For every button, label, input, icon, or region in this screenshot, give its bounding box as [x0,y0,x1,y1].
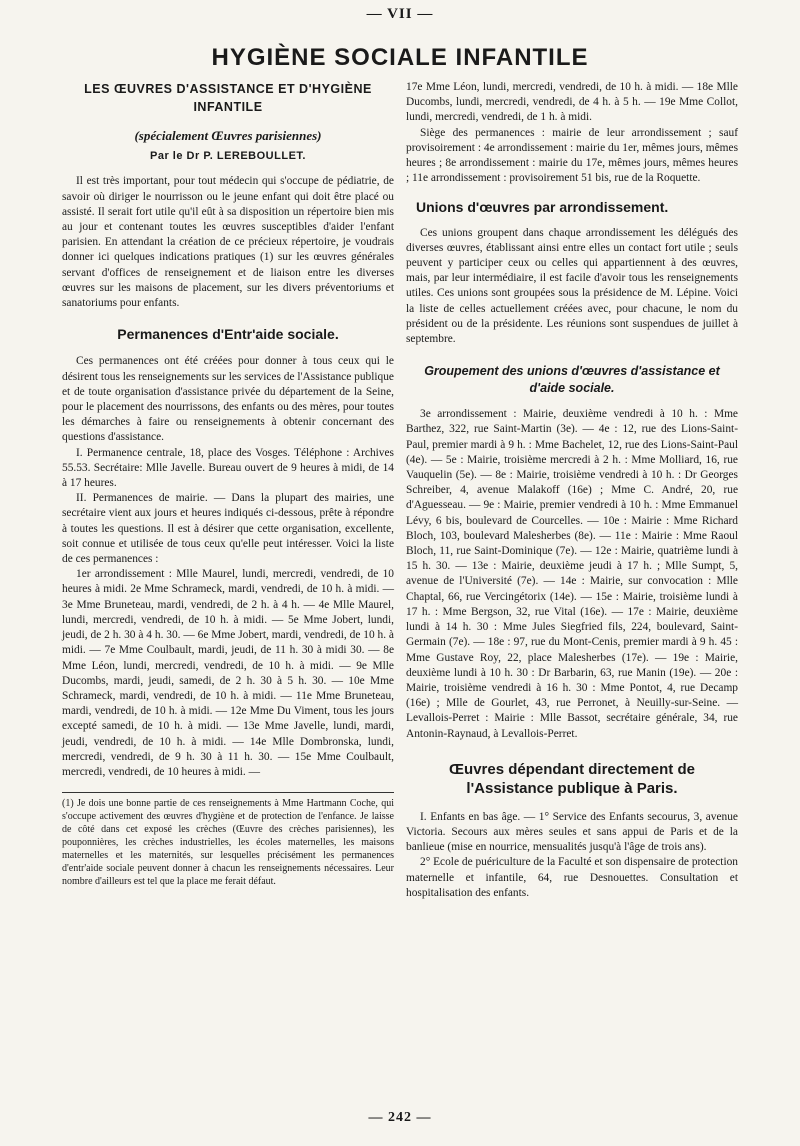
page-title: HYGIÈNE SOCIALE INFANTILE [211,44,589,71]
paragraph: II. Permanences de mairie. — Dans la plupart des mairies, une secrétaire vient aux jours et heures indiqués ci-dessous, prête à répondre à toutes les questions. Il est à désirer que cette organisation, excellente, soit connue et utilisée de tous ceux qu'elle peut intéresser. Voici la liste de ces permanences : [62,492,394,566]
page-number-top: — VII — [366,6,434,22]
footnote-divider [62,792,394,793]
article-author: Par le Dr P. LEREBOULLET. [150,150,306,163]
article-subheading: (spécialement Œuvres parisiennes) [134,128,322,143]
footnote: (1) Je dois une bonne partie de ces renseignements à Mme Hartmann Coche, qui s'occupe activement des œuvres d'hygiène et de protection de l'enfance. Je laisse de côté dans cet exposé les crèches (Œuvre des crèches parisiennes), les pouponnières, les crèches industrielles, les écoles maternelles, les maisons maternelles et les maternités, sur lesquelles précisément les permanences d'entr'aide sociale peuvent donner à chacun les renseignements nécessaires. Leur nombre d'ailleurs est tel que la place me ferait défaut. [62,798,394,888]
paragraph: 2° Ecole de puériculture de la Faculté et son dispensaire de protection maternelle et infantile, 64, rue Desnouettes. Consultation et hospitalisation des enfants. [406,856,738,899]
left-column [62,80,394,888]
paragraph: I. Enfants en bas âge. — 1° Service des Enfants secourus, 3, avenue Victoria. Secours aux mères seules et sans appui de Paris et de la banlieue (mise en nourrice, mensualités jusqu'à l'âge de trois ans). [406,810,738,854]
paragraph: Ces permanences ont été créées pour donner à tous ceux qui le désirent tous les renseignements sur les services de l'Assistance publique et de toute organisation d'assistance privée du département de la Seine, pour le placement des nourrissons, des enfants ou des mères, pour toutes les démarches à faire ou renseignements à obtenir concernant des questions d'assistance. [62,355,394,444]
section-heading-unions: Unions d'œuvres par arrondissement. [416,199,669,216]
paragraph: 1er arrondissement : Mlle Maurel, lundi, mercredi, vendredi, de 10 heures à midi. 2e Mme Schrameck, mardi, vendredi, de 10 h. à midi. — 3e Mme Bruneteau, mardi, vendredi, de 2 h. à 4 h. — 4e Mlle Maurel, lundi, mercredi, vendredi, de 10 h. à midi. — 5e Mme Jobert, lundi, jeudi, de 2 h. 30 à 4 h. 30. — 6e Mme Jobert, mardi, vendredi, de 10 h. à midi. — 7e Mme Coulbault, mardi, jeudi, de 11 h. 30 à midi 30. — 8e Mme Léon, lundi, mercredi, vendredi, de 10 h. à midi. — 9e Mlle Ducombs, mardi, jeudi, samedi, de 2 h. 30 à 5 h. 30. — 10e Mme Schrameck, mardi, vendredi, de 10 h. à midi. — 11e Mme Bruneteau, mardi, vendredi, de 10 h. à midi. — 12e Mme Du Viment, tous les jours excepté samedi, de 10 h. à midi. — 13e Mme Javelle, lundi, mardi, jeudi, vendredi, de 10 h. à midi. — 14e Mlle Dombronska, lundi, mercredi, vendredi, de 9 h. 30 à 11 h. 30. — 15e Mme Coulbault, mercredi, vendredi, de 10 heures à midi. — [62,568,394,778]
paragraph: 17e Mme Léon, lundi, mercredi, vendredi, de 10 h. à midi. — 18e Mlle Ducombs, lundi, mercredi, vendredi, de 4 h. à 5 h. — 19e Mme Collot, lundi, mercredi, vendredi, de 1 h. à midi. [406,81,738,124]
right-column [406,80,738,901]
paragraph: I. Permanence centrale, 18, place des Vosges. Téléphone : Archives 55.53. Secrétaire: Mlle Javelle. Bureau ouvert de 9 heures à midi, de 14 à 17 heures. [62,446,394,490]
section-heading-assistance-publique: Œuvres dépendant directement de l'Assistance publique à Paris. [449,760,695,797]
intro-paragraph: Il est très important, pour tout médecin qui s'occupe de pédiatrie, de savoir où diriger le nourrisson ou le jeune enfant qui doit être placé ou assisté. Il serait fort utile qu'il eût à sa disposition un répertoire bien mis au jour et contenant toutes les œuvres susceptibles d'aider l'enfant parisien. En attendant la création de ce précieux répertoire, je voudrais donner ici quelques indications pratiques (1) sur les œuvres générales servant d'offices de renseignement et de liaison entre les diverses œuvres sur les maisons de placement, sur les divers préventoriums et sanatoriums pour enfants. [62,175,394,310]
section-heading-permanences: Permanences d'Entr'aide sociale. [117,326,339,343]
section-heading-groupement: Groupement des unions d'œuvres d'assistance et d'aide sociale. [424,364,720,396]
paragraph: Ces unions groupent dans chaque arrondissement les délégués des diverses œuvres, établissant ainsi entre elles un contact fort utile ; seuls peuvent y participer ceux ou celles qui appartiennent à des œuvres, mais, par leur intermédiaire, il est facile d'avoir tous les renseignements utiles. Ces unions sont groupées sous la présidence de M. Lépine. Voici la liste de celles actuellement créées avec, pour chacune, le nom du président ou de la présidente. Les réunions sont suspendues de juillet à septembre. [406,226,738,346]
article-heading: LES ŒUVRES D'ASSISTANCE ET D'HYGIÈNE INFANTILE [84,82,372,114]
paragraph: Siège des permanences : mairie de leur arrondissement ; sauf provisoirement : 4e arrondissement : mairie du 1er, mêmes jours, mêmes heures ; 8e arrondissement : mairie du 17e, mêmes jours, mêmes heures ; 11e arrondissement : provisoirement 51 bis, rue de la Roquette. [406,126,738,185]
page-number-bottom: — 242 — [368,1110,432,1125]
paragraph: 3e arrondissement : Mairie, deuxième vendredi à 10 h. : Mme Barthez, 322, rue Saint-Martin (3e). — 4e : 12, rue des Lions-Saint-Paul, premier mardi à 9 h. : Mme Bachelet, 12, rue des Lions-Saint-Paul (4e). — 5e : Mairie, troisième mercredi à 2 h. : Mme Molliard, 16, rue Vauquelin (5e). — 8e : Mairie, troisième vendredi à 10 h. : Dr Georges Schreiber, 4, avenue Malakoff (16e) ; Mme C. André, 20, rue d'Aguesseau. — 9e : Mairie, premier vendredi à 10 h. : Mme Emmanuel Lévy, 6 bis, boulevard de Courcelles. — 10e : Mairie : Mme Richard Bloch, 103, boulevard Malesherbes (8e). — 11e : Mairie : Mme Raoul Bloch, 11, rue Saint-Dominique (7e). — 12e : Mairie, quatrième lundi à 15 h. 30. — 13e : Mairie, deuxième jeudi à 17 h. ; Mlle Sumpt, 5, avenue de l'Université (7e). — 14e : Mairie, sur convocation : Mlle Chaptal, 66, rue Vercingétorix (14e). — 15e : Mairie, troisième lundi à 17 h. : Mme Bergson, 32, rue Vital (16e). — 17e : Mairie, deuxième lundi à 14 h. 30 : Mme Jules Siegfried fils, 224, boulevard, Saint-Germain (7e). — 18e : 97, rue du Mont-Cenis, premier mardi à 9 h. 45 : Mme Gustave Roy, 22, place Malesherbes (17e). — 19e : Mairie, deuxième lundi à 10 h. 30 : Dr Barbarin, 63, rue Manin (19e). — 20e : Mairie, troisième vendredi à 16 h. 30 : Mme Pontot, 4, rue Decamp (16e) ; Mlle de Gourlet, 43, rue Perronet, à Neuilly-sur-Seine. — Levallois-Perret : Mairie : Mlle Bassot, secrétaire générale, 34, rue Antonin-Raynaud, à Levallois-Perret. [406,408,738,740]
